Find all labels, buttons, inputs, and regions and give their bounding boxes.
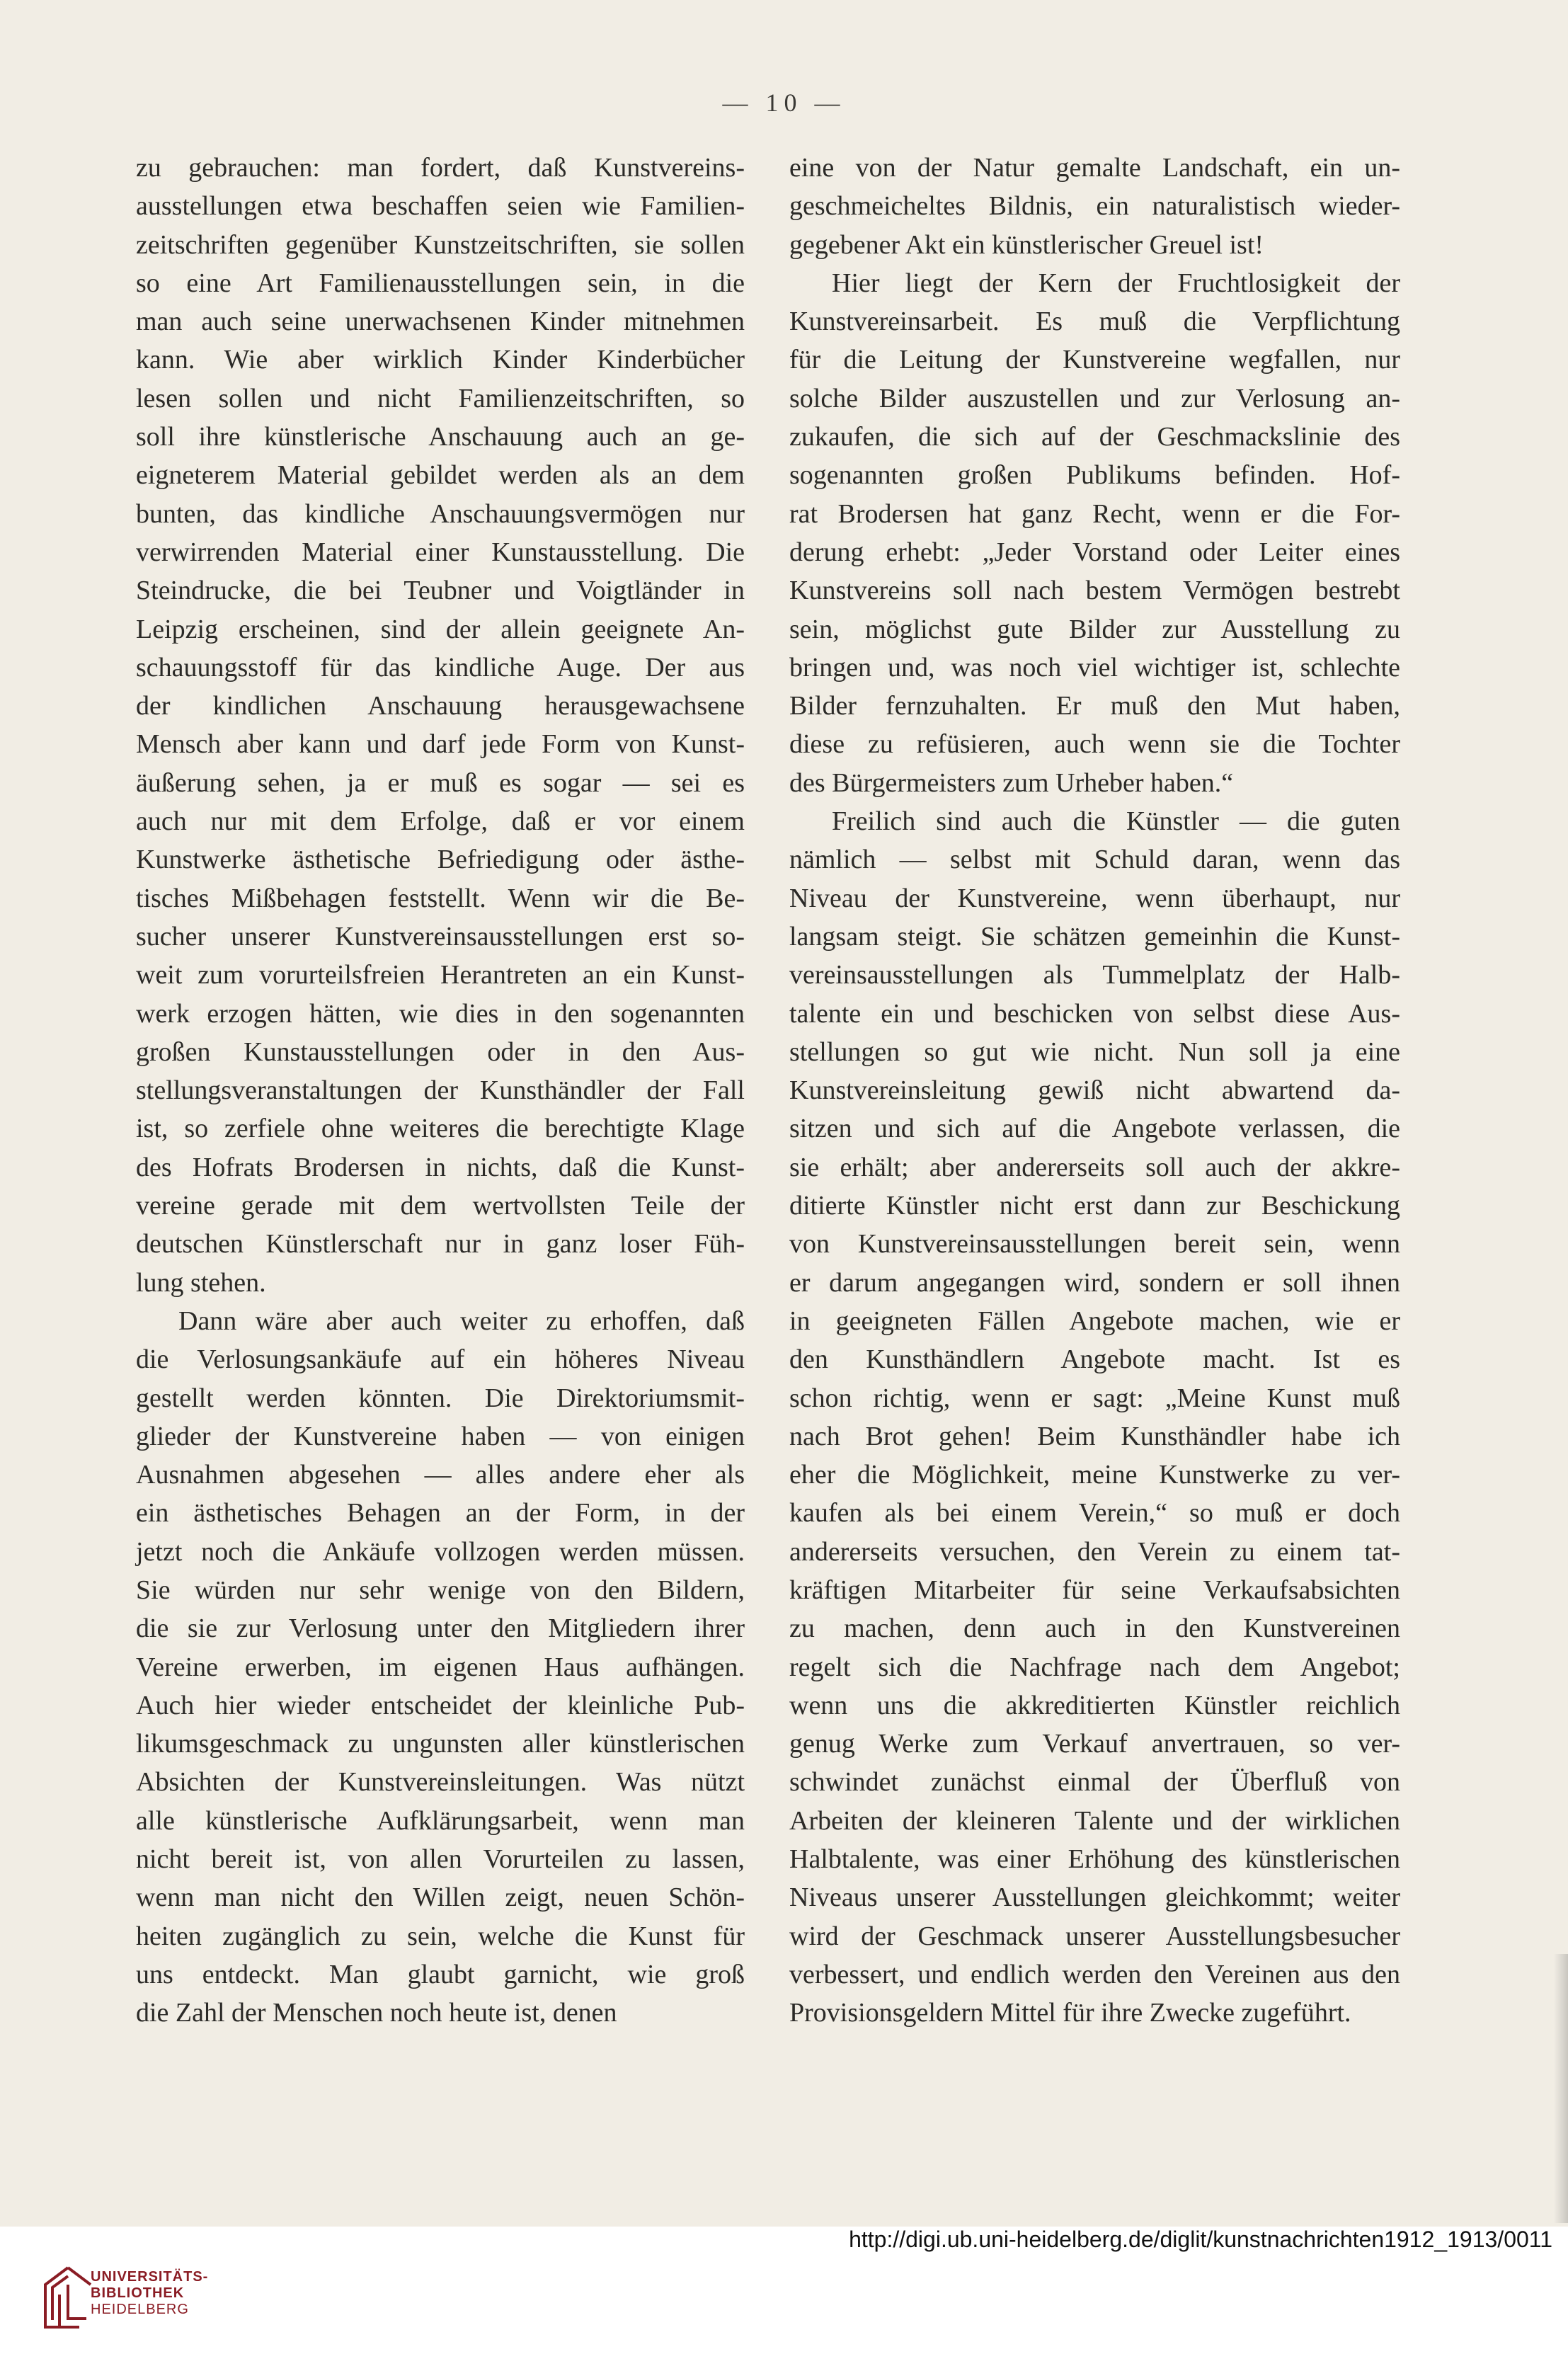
text-line: deutschen Künstlerschaft nur in ganz loser Füh-	[136, 1229, 745, 1259]
text-line: in geeigneten Fällen Angebote machen, wie er	[789, 1306, 1400, 1336]
text-line: Hier liegt der Kern der Fruchtlosigkeit der	[832, 268, 1400, 298]
text-line: regelt sich die Nachfrage nach dem Angebot;	[789, 1652, 1400, 1682]
text-line: werk erzogen hätten, wie dies in den sogenannten	[136, 998, 745, 1029]
text-line: die Zahl der Menschen noch heute ist, denen	[136, 1998, 617, 2028]
text-line: die Verlosungsankäufe auf ein höheres Niveau	[136, 1344, 745, 1375]
text-line: vereinsausstellungen als Tummelplatz der Halb-	[789, 960, 1400, 990]
text-line: eine von der Natur gemalte Landschaft, ein un-	[789, 153, 1400, 183]
text-line: lesen sollen und nicht Familienzeitschriften, so	[136, 383, 745, 413]
text-line: kaufen als bei einem Verein,“ so muß er doch	[789, 1498, 1400, 1529]
paragraph	[789, 149, 1400, 264]
text-line: andererseits versuchen, den Verein zu einem tat-	[789, 1536, 1400, 1567]
text-line: geschmeicheltes Bildnis, ein naturalistisch wieder-	[789, 191, 1400, 222]
text-line: ein ästhetisches Behagen an der Form, in der	[136, 1498, 745, 1529]
text-line: äußerung sehen, ja er muß es sogar — sei es	[136, 767, 745, 798]
text-line: verbessert, und endlich werden den Vereinen aus den	[789, 1959, 1400, 1989]
library-name-line1: UNIVERSITÄTS-	[91, 2269, 209, 2285]
text-line: nach Brot gehen! Beim Kunsthändler habe ich	[789, 1421, 1400, 1451]
text-line: Arbeiten der kleineren Talente und der wirklichen	[789, 1805, 1400, 1836]
text-line: so eine Art Familienausstellungen sein, in die	[136, 268, 745, 298]
text-line: Sie würden nur sehr wenige von den Bildern,	[136, 1575, 745, 1605]
text-line: nämlich — selbst mit Schuld daran, wenn das	[789, 845, 1400, 875]
paragraph	[136, 149, 745, 1302]
library-name-line2: BIBLIOTHEK	[91, 2285, 185, 2301]
text-line: heiten zugänglich zu sein, welche die Kunst für	[136, 1921, 745, 1951]
text-line: genug Werke zum Verkauf anvertrauen, so ver-	[789, 1729, 1400, 1759]
text-line: Absichten der Kunstvereinsleitungen. Was nützt	[136, 1767, 745, 1798]
text-line: Leipzig erscheinen, sind der allein geeignete An-	[136, 614, 745, 644]
text-line: tisches Mißbehagen feststellt. Wenn wir die Be-	[136, 883, 745, 913]
text-line: langsam steigt. Sie schätzen gemeinhin die Kunst-	[789, 921, 1400, 952]
text-line: der kindlichen Anschauung herausgewachsene	[136, 691, 745, 721]
text-line: uns entdeckt. Man glaubt garnicht, wie groß	[136, 1959, 745, 1989]
text-line: Vereine erwerben, im eigenen Haus aufhängen.	[136, 1652, 745, 1682]
text-line: des Hofrats Brodersen in nichts, daß die Kunst-	[136, 1152, 745, 1182]
text-line: Bilder fernzuhalten. Er muß den Mut haben,	[789, 691, 1400, 721]
text-line: großen Kunstausstellungen oder in den Aus-	[136, 1036, 745, 1067]
text-line: des Bürgermeisters zum Urheber haben.“	[789, 767, 1234, 798]
text-line: Kunstwerke ästhetische Befriedigung oder ästhe-	[136, 845, 745, 875]
text-line: Auch hier wieder entscheidet der kleinliche Pub-	[136, 1690, 745, 1720]
text-line: auch nur mit dem Erfolge, daß er vor einem	[136, 806, 745, 837]
text-line: Halbtalente, was einer Erhöhung des künstlerischen	[789, 1844, 1400, 1875]
text-line: zukaufen, die sich auf der Geschmackslinie des	[789, 422, 1400, 452]
text-line: zeitschriften gegenüber Kunstzeitschriften, sie sollen	[136, 229, 745, 260]
text-line: ist, so zerfiele ohne weiteres die berechtigte Klage	[136, 1114, 745, 1144]
text-line: von Kunstvereinsausstellungen bereit sein, wenn	[789, 1229, 1400, 1259]
text-line: Provisionsgeldern Mittel für ihre Zwecke zugeführt.	[789, 1998, 1351, 2028]
paragraph	[789, 264, 1400, 802]
source-url-link[interactable]: http://digi.ub.uni-heidelberg.de/diglit/kunstnachrichten1912_1913/0011	[849, 2227, 1552, 2252]
text-line: Freilich sind auch die Künstler — die guten	[832, 806, 1400, 837]
text-line: gegebener Akt ein künstlerischer Greuel ist!	[789, 229, 1264, 260]
text-line: solche Bilder auszustellen und zur Verlosung an-	[789, 383, 1400, 413]
footer-bar	[0, 2227, 1568, 2371]
text-line: eher die Möglichkeit, meine Kunstwerke zu ver-	[789, 1460, 1400, 1490]
text-line: sitzen und sich auf die Angebote verlassen, die	[789, 1114, 1400, 1144]
text-line: glieder der Kunstvereine haben — von einigen	[136, 1421, 745, 1451]
text-line: jetzt noch die Ankäufe vollzogen werden müssen.	[136, 1536, 745, 1567]
paragraph	[136, 1302, 745, 2033]
text-line: Mensch aber kann und darf jede Form von Kunst-	[136, 729, 745, 760]
library-logo-icon	[40, 2263, 96, 2331]
right-column	[789, 149, 1400, 2033]
text-line: schauungsstoff für das kindliche Auge. Der aus	[136, 652, 745, 682]
text-line: sein, möglichst gute Bilder zur Ausstellung zu	[789, 614, 1400, 644]
text-line: schon richtig, wenn er sagt: „Meine Kunst muß	[789, 1383, 1400, 1413]
text-line: derung erhebt: „Jeder Vorstand oder Leiter eines	[789, 537, 1400, 567]
text-line: ausstellungen etwa beschaffen seien wie Familien-	[136, 191, 745, 222]
text-line: kann. Wie aber wirklich Kinder Kinderbücher	[136, 345, 745, 375]
library-name	[91, 2269, 208, 2318]
text-line: verwirrenden Material einer Kunstausstellung. Die	[136, 537, 745, 567]
text-line: nicht bereit ist, von allen Vorurteilen zu lassen,	[136, 1844, 745, 1875]
text-line: wenn uns die akkreditierten Künstler reichlich	[789, 1690, 1400, 1720]
text-line: Kunstvereinsleitung gewiß nicht abwartend da-	[789, 1075, 1400, 1106]
text-line: Niveaus unserer Ausstellungen gleichkommt; weiter	[789, 1882, 1400, 1913]
text-line: Steindrucke, die bei Teubner und Voigtländer in	[136, 576, 745, 606]
text-line: weit zum vorurteilsfreien Herantreten an ein Kunst-	[136, 960, 745, 990]
text-line: für die Leitung der Kunstvereine wegfallen, nur	[789, 345, 1400, 375]
text-line: zu gebrauchen: man fordert, daß Kunstvereins-	[136, 153, 745, 183]
text-line: bunten, das kindliche Anschauungsvermögen nur	[136, 498, 745, 529]
text-line: man auch seine unerwachsenen Kinder mitnehmen	[136, 307, 745, 337]
text-line: ditierte Künstler nicht erst dann zur Beschickung	[789, 1191, 1400, 1221]
text-line: Dann wäre aber auch weiter zu erhoffen, daß	[178, 1306, 745, 1336]
text-line: soll ihre künstlerische Anschauung auch an ge-	[136, 422, 745, 452]
text-line: rat Brodersen hat ganz Recht, wenn er die For-	[789, 498, 1400, 529]
text-line: eigneterem Material gebildet werden als an dem	[136, 460, 745, 491]
text-line: wird der Geschmack unserer Ausstellungsbesucher	[789, 1921, 1400, 1951]
text-line: talente ein und beschicken von selbst diese Aus-	[789, 998, 1400, 1029]
text-line: alle künstlerische Aufklärungsarbeit, wenn man	[136, 1805, 745, 1836]
text-line: likumsgeschmack zu ungunsten aller künstlerischen	[136, 1729, 745, 1759]
text-line: vereine gerade mit dem wertvollsten Teile der	[136, 1191, 745, 1221]
text-line: er darum angegangen wird, sondern er soll ihnen	[789, 1267, 1400, 1298]
text-line: zu machen, denn auch in den Kunstvereinen	[789, 1613, 1400, 1644]
left-column	[136, 149, 745, 2033]
text-line: Ausnahmen abgesehen — alles andere eher als	[136, 1460, 745, 1490]
text-line: Niveau der Kunstvereine, wenn überhaupt, nur	[789, 883, 1400, 913]
page-number: — 10 —	[722, 88, 846, 117]
text-line: gestellt werden könnten. Die Direktoriumsmit-	[136, 1383, 745, 1413]
scan-edge	[1554, 1954, 1568, 2223]
text-line: stellungen so gut wie nicht. Nun soll ja eine	[789, 1036, 1400, 1067]
text-line: sucher unserer Kunstvereinsausstellungen erst so-	[136, 921, 745, 952]
text-line: Kunstvereinsarbeit. Es muß die Verpflichtung	[789, 307, 1400, 337]
text-line: lung stehen.	[136, 1267, 266, 1298]
text-line: wenn man nicht den Willen zeigt, neuen Schön-	[136, 1882, 745, 1913]
text-line: stellungsveranstaltungen der Kunsthändler der Fall	[136, 1075, 745, 1106]
library-name-line3: HEIDELBERG	[91, 2302, 189, 2317]
text-line: kräftigen Mitarbeiter für seine Verkaufsabsichten	[789, 1575, 1400, 1605]
text-line: bringen und, was noch viel wichtiger ist, schlechte	[789, 652, 1400, 682]
text-line: den Kunsthändlern Angebote macht. Ist es	[789, 1344, 1400, 1375]
text-line: die sie zur Verlosung unter den Mitgliedern ihrer	[136, 1613, 745, 1644]
text-line: schwindet zunächst einmal der Überfluß von	[789, 1767, 1400, 1798]
text-line: diese zu refüsieren, auch wenn sie die Tochter	[789, 729, 1400, 760]
text-line: sie erhält; aber andererseits soll auch der akkre-	[789, 1152, 1400, 1182]
text-line: sogenannten großen Publikums befinden. Hof-	[789, 460, 1400, 491]
text-line: Kunstvereins soll nach bestem Vermögen bestrebt	[789, 576, 1400, 606]
paragraph	[789, 802, 1400, 2033]
